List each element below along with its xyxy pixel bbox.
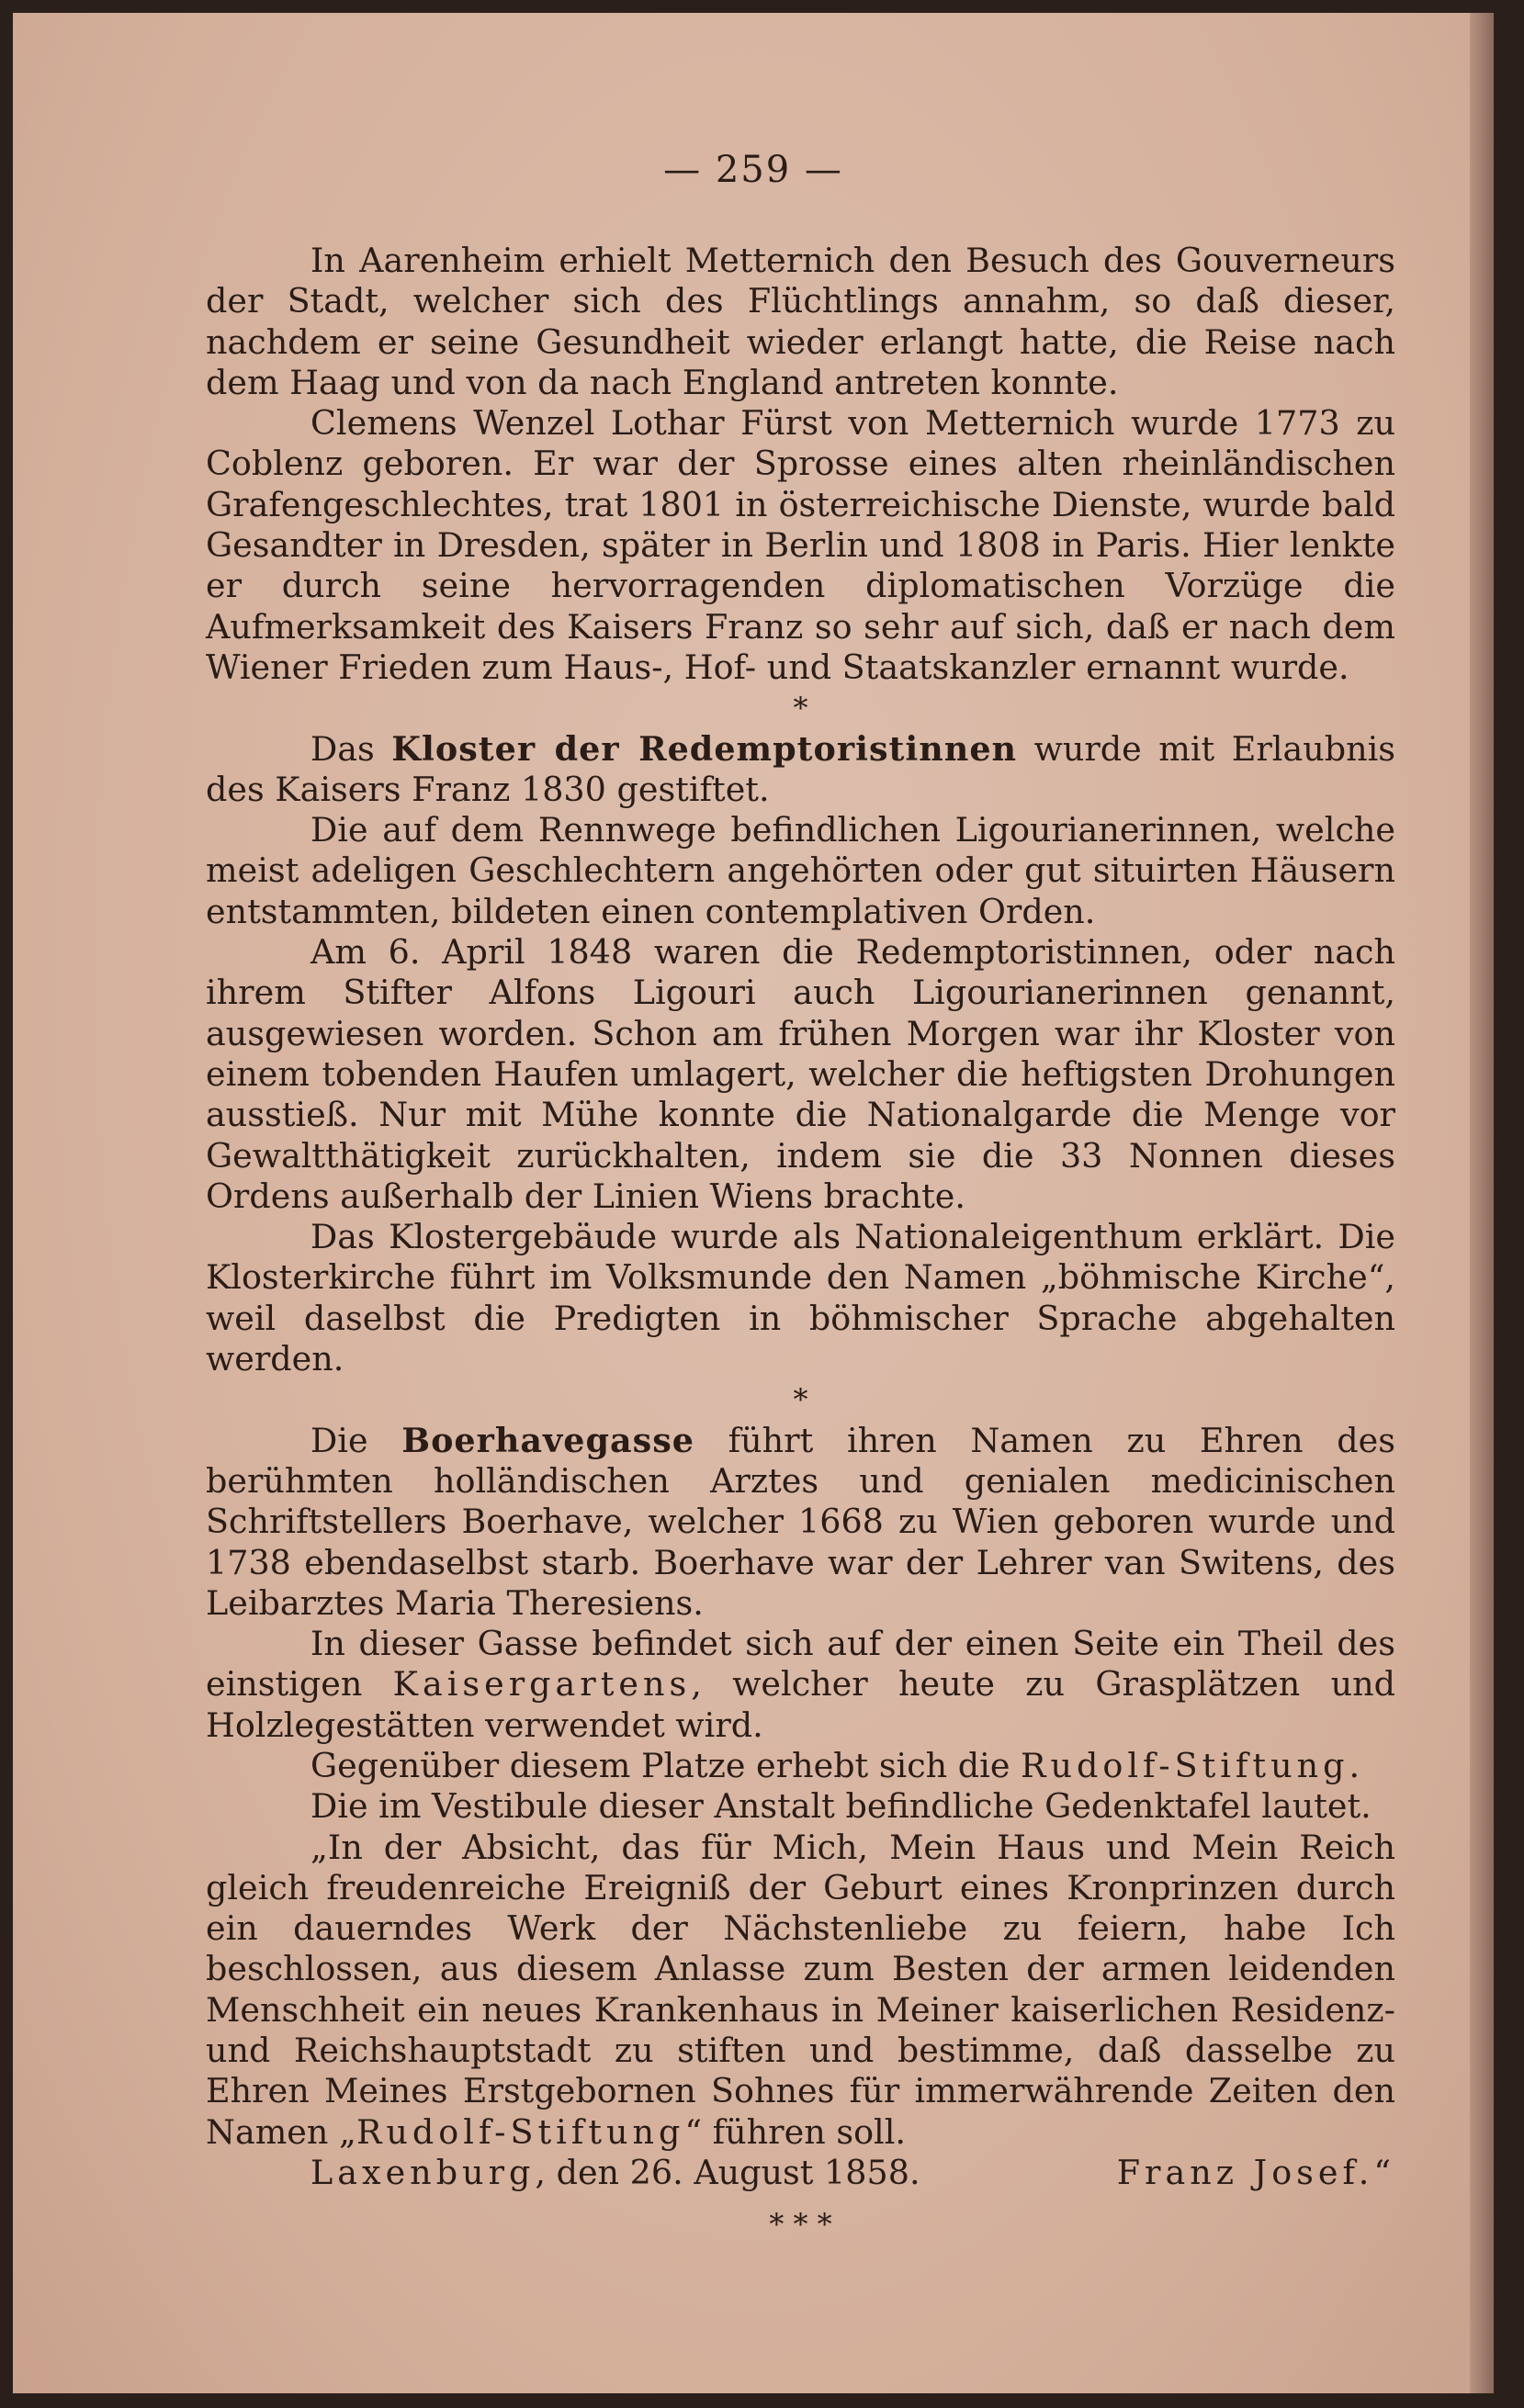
paragraph-rudolf-stiftung xyxy=(206,1746,1395,1786)
keyword-rudolf-stiftung-quote: Rudolf-Stiftung xyxy=(356,2111,685,2152)
date-text: , den 26. August 1858. xyxy=(535,2152,920,2192)
paragraph-metternich-flight: In Aarenheim erhielt Metternich den Besuch des Gouverneurs der Stadt, welcher sich des Flüchtlings annahm, so daß dieser, nachdem er seine Gesundheit wieder erlangt hatte, die Reise nach dem Haag und von da nach England antreten konnte. xyxy=(206,241,1395,402)
text-run: führt ihren Namen zu Ehren des berühmten holländischen Arztes und genialen medicinischen Schriftstellers Boerhave, welcher 1668 zu Wien geboren wurde und 1738 ebendaselbst starb. Boerhave war der Lehrer van Switens, des Leibarztes Maria Theresiens. xyxy=(206,1420,1395,1623)
paragraph-metternich-bio: Clemens Wenzel Lothar Fürst von Metternich wurde 1773 zu Coblenz geboren. Er war der Sprosse eines alten rheinländischen Grafengeschlechtes, trat 1801 in österreichische Dienste, wurde bald Gesandter in Dresden, später in Berlin und 1808 in Paris. Hier lenkte er durch seine hervorragenden diplomatischen Vorzüge die Aufmerksamkeit des Kaisers Franz so sehr auf sich, daß er nach dem Wiener Frieden zum Haus-, Hof- und Staatskanzler ernannt wurde. xyxy=(206,403,1395,687)
text-run: , welcher heute zu Grasplätzen und Holzlegestätten verwendet wird. xyxy=(206,1664,1395,1745)
place-name: Laxenburg xyxy=(310,2152,536,2192)
keyword-boerhavegasse: Boerhavegasse xyxy=(401,1420,694,1460)
paragraph-kaisergarten xyxy=(206,1624,1395,1746)
text-run: Die xyxy=(310,1420,402,1460)
paragraph-gedenktafel: Die im Vestibule dieser Anstalt befindliche Gedenktafel lautet. xyxy=(310,1786,1372,1827)
text-run: In dieser Gasse befindet sich auf der einen Seite ein Theil des einstigen xyxy=(206,1624,1395,1705)
paragraph-boerhavegasse xyxy=(206,1421,1395,1624)
text-run: . xyxy=(1349,1745,1360,1785)
text-run: Das xyxy=(310,728,392,769)
keyword-rudolf-stiftung: Rudolf-Stiftung xyxy=(1021,1745,1349,1785)
paragraph-inscription xyxy=(206,1828,1395,2153)
paragraph-1848: Am 6. April 1848 waren die Redemptoristinnen, oder nach ihrem Stifter Alfons Ligouri auch Ligourianerinnen genannt, ausgewiesen worden. Schon am frühen Morgen war ihr Kloster von einem tobenden Haufen umlagert, welcher die heftigsten Drohungen ausstieß. Nur mit Mühe konnte die Nationalgarde die Menge vor Gewaltthätigkeit zurückhalten, indem sie die 33 Nonnen dieses Ordens außerhalb der Linien Wiens brachte. xyxy=(206,932,1395,1216)
section-separator: * xyxy=(793,1382,808,1418)
page-number: — 259 — xyxy=(663,149,843,191)
keyword-kloster: Kloster der Redemptoristinnen xyxy=(391,728,1018,769)
paragraph-kloster-intro xyxy=(206,729,1395,811)
end-marks: * * * xyxy=(769,2207,832,2243)
text-run: „In der Absicht, das für Mich, Mein Haus und Mein Reich gleich freudenreiche Ereigniß der Geburt eines Kronprinzen durch ein dauerndes Werk der Nächstenliebe zu feiern, habe Ich beschlossen, aus diesem Anlasse zum Besten der armen leidenden Menschheit ein neues Krankenhaus in Meiner kaiserlichen Residenz- und Reichshauptstadt zu stiften und bestimme, daß dasselbe zu Ehren Meines Erstgebornen Sohnes für immerwährende Zeiten den Namen „ xyxy=(206,1827,1395,2152)
paragraph-ligourianerinnen: Die auf dem Rennwege befindlichen Ligourianerinnen, welche meist adeligen Geschlechtern angehörten oder gut situirten Häusern entstammten, bildeten einen contemplativen Orden. xyxy=(206,810,1395,931)
page-text xyxy=(206,241,1395,2245)
signature: Franz Josef.“ xyxy=(1116,2152,1395,2192)
paragraph-klosterkirche: Das Klostergebäude wurde als Nationaleigenthum erklärt. Die Klosterkirche führt im Volksmunde den Namen „böhmische Kirche“, weil daselbst die Predigten in böhmischer Sprache abgehalten werden. xyxy=(206,1217,1395,1379)
text-run: “ führen soll. xyxy=(684,2111,906,2152)
text-run: Gegenüber diesem Platze erhebt sich die xyxy=(310,1745,1022,1785)
keyword-kaisergarten: Kaisergartens xyxy=(392,1664,692,1705)
book-page xyxy=(13,13,1494,2393)
text-run: wurde mit Erlaubnis des Kaisers Franz 1830 gestiftet. xyxy=(206,728,1396,809)
place-date xyxy=(310,2153,920,2193)
book-spine xyxy=(1470,13,1494,2393)
section-separator: * xyxy=(793,691,808,726)
signature-line xyxy=(206,2153,1395,2193)
